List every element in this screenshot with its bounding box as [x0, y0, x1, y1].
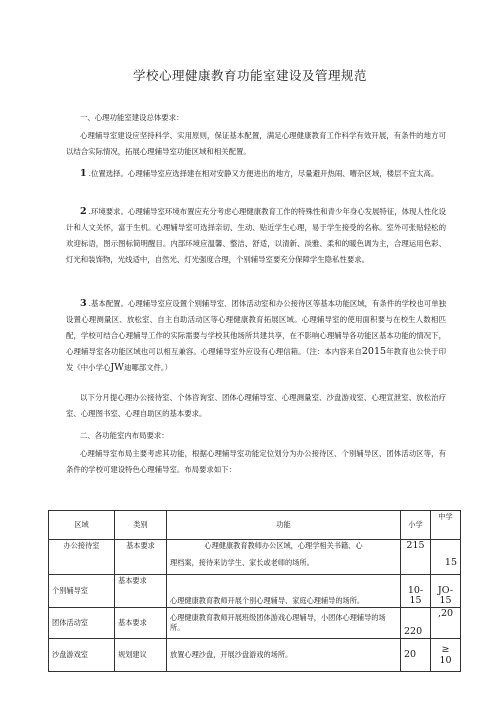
cell-middle: ,20	[431, 608, 461, 639]
cell-function: 心理健康教育教师办公区域，心理学相关书籍、心	[167, 540, 401, 553]
item1-paragraph	[66, 166, 446, 182]
cell-area: 沙盘游戏室	[49, 639, 115, 672]
header-category: 类别	[115, 511, 167, 540]
cell-category: 基本要求	[115, 575, 167, 608]
header-function: 功能	[167, 511, 401, 540]
page-title: 学校心理健康教育功能室建设及管理规范	[132, 68, 367, 83]
section2-heading	[66, 428, 446, 444]
cell-middle	[431, 639, 461, 672]
item3-text-a: .基本配置。心理辅导室应设置个别辅导室、团体活动室和办公接待区等基本功能区域，有条件的学校也可单独设置心理测量区、放松室、自主自助活动区等心理健康教育拓展区域。心理辅导室的使用面积要与在校生人数相匹配，学校可结合心理辅导工作的实际需要与学校其他场所共建共享，在不影响心理辅导各功能区基本功能的情况下，心理辅导室各功能区域也可以相互兼容。心理辅导室外应设有心理信箱。（注：本内容来自	[66, 299, 446, 356]
table-row	[49, 608, 461, 639]
item1-number: 1	[80, 168, 87, 179]
cell-function: 心理健康教育教师开展个别心理辅导、家庭心理辅导的场所。	[167, 575, 401, 608]
table-row	[49, 639, 461, 672]
item2-number: 2	[80, 206, 87, 217]
cell-middle-value: 10	[439, 655, 452, 666]
cell-area: 团体活动室	[49, 608, 115, 639]
cell-area: 办公接待室	[49, 540, 115, 553]
item2-text: .环境要求。心理辅导室环境布置应充分考虑心理健康教育工作的特殊性和青少年身心发展特征，体现人性化设计和人文关怀，富于生机。心理辅导室可选择亲切、生动、贴近学生心理，易于学生接受的名称。室外可张贴轻松的欢迎标语，图示图标简明醒目。内部环境应温馨、整洁、舒适，以清新、淡雅、柔和的暖色调为主，合理运用色彩、灯光和装饰物，光线适中，自然光、灯光强度合理，个别辅导室要充分保障学生隐私性要求。	[66, 207, 446, 264]
section1-heading	[66, 110, 446, 126]
header-middle: 中学	[431, 511, 461, 540]
cell-category: 基本要求	[115, 608, 167, 639]
header-small: 小学	[401, 511, 431, 540]
section1-heading-text: 一、心理功能室建设总体要求：	[80, 113, 184, 122]
cell-function-continued: 理档案，接待来访学生、家长或老师的场所。	[167, 552, 401, 575]
cell-area: 个别辅导室	[49, 575, 115, 608]
table-row	[49, 540, 461, 553]
item3-number: 3	[80, 298, 87, 309]
cell-category: 基本要求	[115, 540, 167, 553]
intro-paragraph: 心理辅导室建设应坚持科学、实用原则，保证基本配置，满足心理健康教育工作科学有效开展，有条件的地方可以结合实际情况，拓展心理辅导室功能区域和相关配置。	[66, 131, 446, 156]
detail-paragraph: 以下分月提心理办公接待室、个体咨询室、团体心理辅导室、心理测量室、沙盘游戏室、心理宣泄室、放松治疗室、心理图书室、心理自助区的基本要求。	[66, 393, 446, 418]
cell-middle: JO-15	[431, 575, 461, 608]
table-row	[49, 575, 461, 608]
cell-small: 20	[401, 639, 431, 672]
item3-year: 2015	[361, 346, 387, 357]
section2-intro: 心理辅导室布局主要考虑其功能，根据心理辅导室功能定位划分为办公接待区、个别辅导区、团体活动区等，有条件的学校可建设特色心理辅导室。布局要求如下：	[66, 449, 446, 474]
cell-small: 220	[401, 608, 431, 639]
item3-text-c: 迪哪部文件。）	[123, 363, 172, 372]
table-header-row	[49, 511, 461, 540]
item3-text-b: 年教育也公快于印发《中小学心	[66, 347, 446, 372]
cell-small: 215	[401, 540, 431, 575]
cell-function: 放置心理沙盘，开展沙盘游戏的场所。	[167, 639, 401, 672]
item3-paragraph	[66, 296, 446, 376]
cell-middle-symbol: ≥	[441, 644, 450, 655]
cell-middle: 15	[431, 552, 461, 575]
item2-paragraph	[66, 204, 446, 268]
item1-text: .位置选择。心理辅导室应选择建在相对安静又方便进出的地方，尽量避开热闹、嘈杂区域，楼层不宜太高。	[88, 169, 439, 178]
cell-function: 心理健康教育教师开展班级团体游戏心理辅导，小团体心理辅导的场所。	[167, 608, 401, 639]
cell-category: 规划建议	[115, 639, 167, 672]
header-area: 区域	[49, 511, 115, 540]
cell-small: 10-15	[401, 575, 431, 608]
section2-heading-text: 二、各功能室内布局要求：	[80, 431, 169, 440]
item3-jw: JW	[110, 362, 124, 373]
table-row	[49, 552, 461, 575]
function-room-table	[48, 510, 461, 672]
